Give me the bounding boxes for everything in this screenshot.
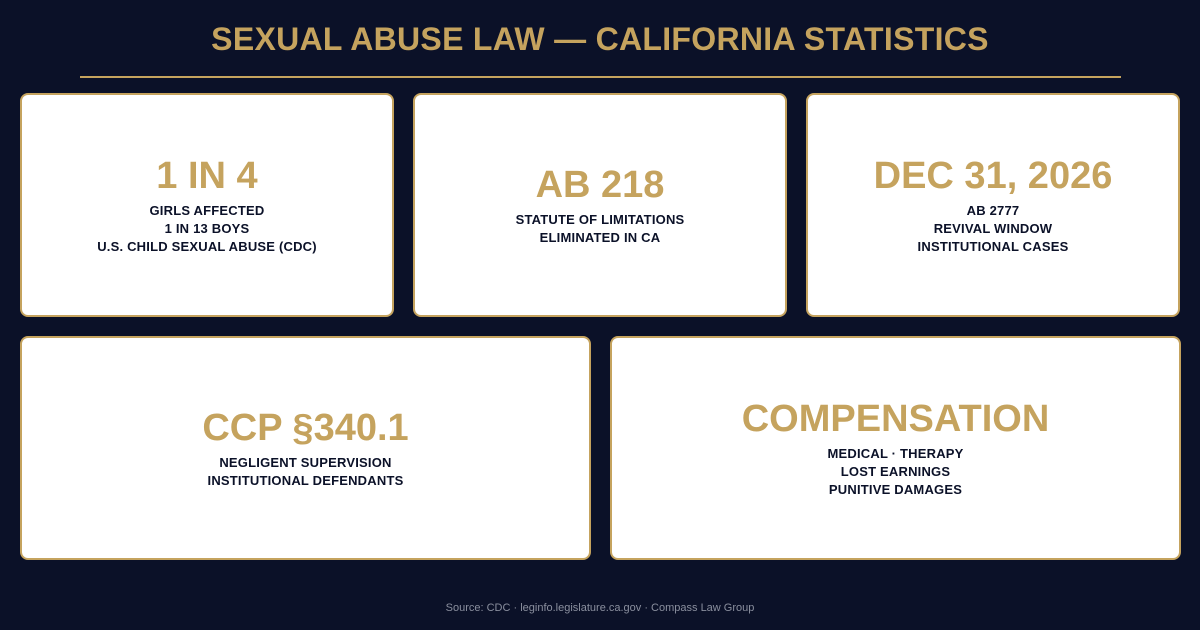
stat-caption-line: U.S. CHILD SEXUAL ABUSE (CDC) <box>97 239 317 254</box>
stat-caption-line: NEGLIGENT SUPERVISION <box>219 455 392 470</box>
stat-card-prevalence <box>20 93 394 317</box>
stat-card-compensation <box>610 336 1181 560</box>
stat-caption-line: REVIVAL WINDOW <box>933 221 1053 236</box>
stat-caption-line: AB 2777 <box>966 203 1020 218</box>
stat-value: COMPENSATION <box>741 398 1050 440</box>
title-divider <box>80 76 1121 78</box>
stat-caption-line: MEDICAL · THERAPY <box>827 446 964 461</box>
stat-caption-line: 1 IN 13 BOYS <box>164 221 250 236</box>
stat-card-ccp <box>20 336 591 560</box>
source-credit: Source: CDC · leginfo.legislature.ca.gov · Compass Law Group <box>445 602 755 614</box>
stat-value: AB 218 <box>535 164 665 206</box>
stat-caption-line: STATUTE OF LIMITATIONS <box>515 212 685 227</box>
stat-caption-line: LOST EARNINGS <box>840 464 951 479</box>
stat-caption-line: GIRLS AFFECTED <box>149 203 265 218</box>
stat-value: CCP §340.1 <box>202 407 409 449</box>
stat-card-ab218 <box>413 93 787 317</box>
stat-caption-line: INSTITUTIONAL CASES <box>917 239 1069 254</box>
stat-value: DEC 31, 2026 <box>873 155 1113 197</box>
stat-caption-line: ELIMINATED IN CA <box>539 230 661 245</box>
page-title: SEXUAL ABUSE LAW — CALIFORNIA STATISTICS <box>211 21 989 57</box>
stat-card-deadline <box>806 93 1180 317</box>
stat-value: 1 IN 4 <box>156 155 258 197</box>
stat-caption-line: PUNITIVE DAMAGES <box>828 482 963 497</box>
stat-caption-line: INSTITUTIONAL DEFENDANTS <box>207 473 404 488</box>
